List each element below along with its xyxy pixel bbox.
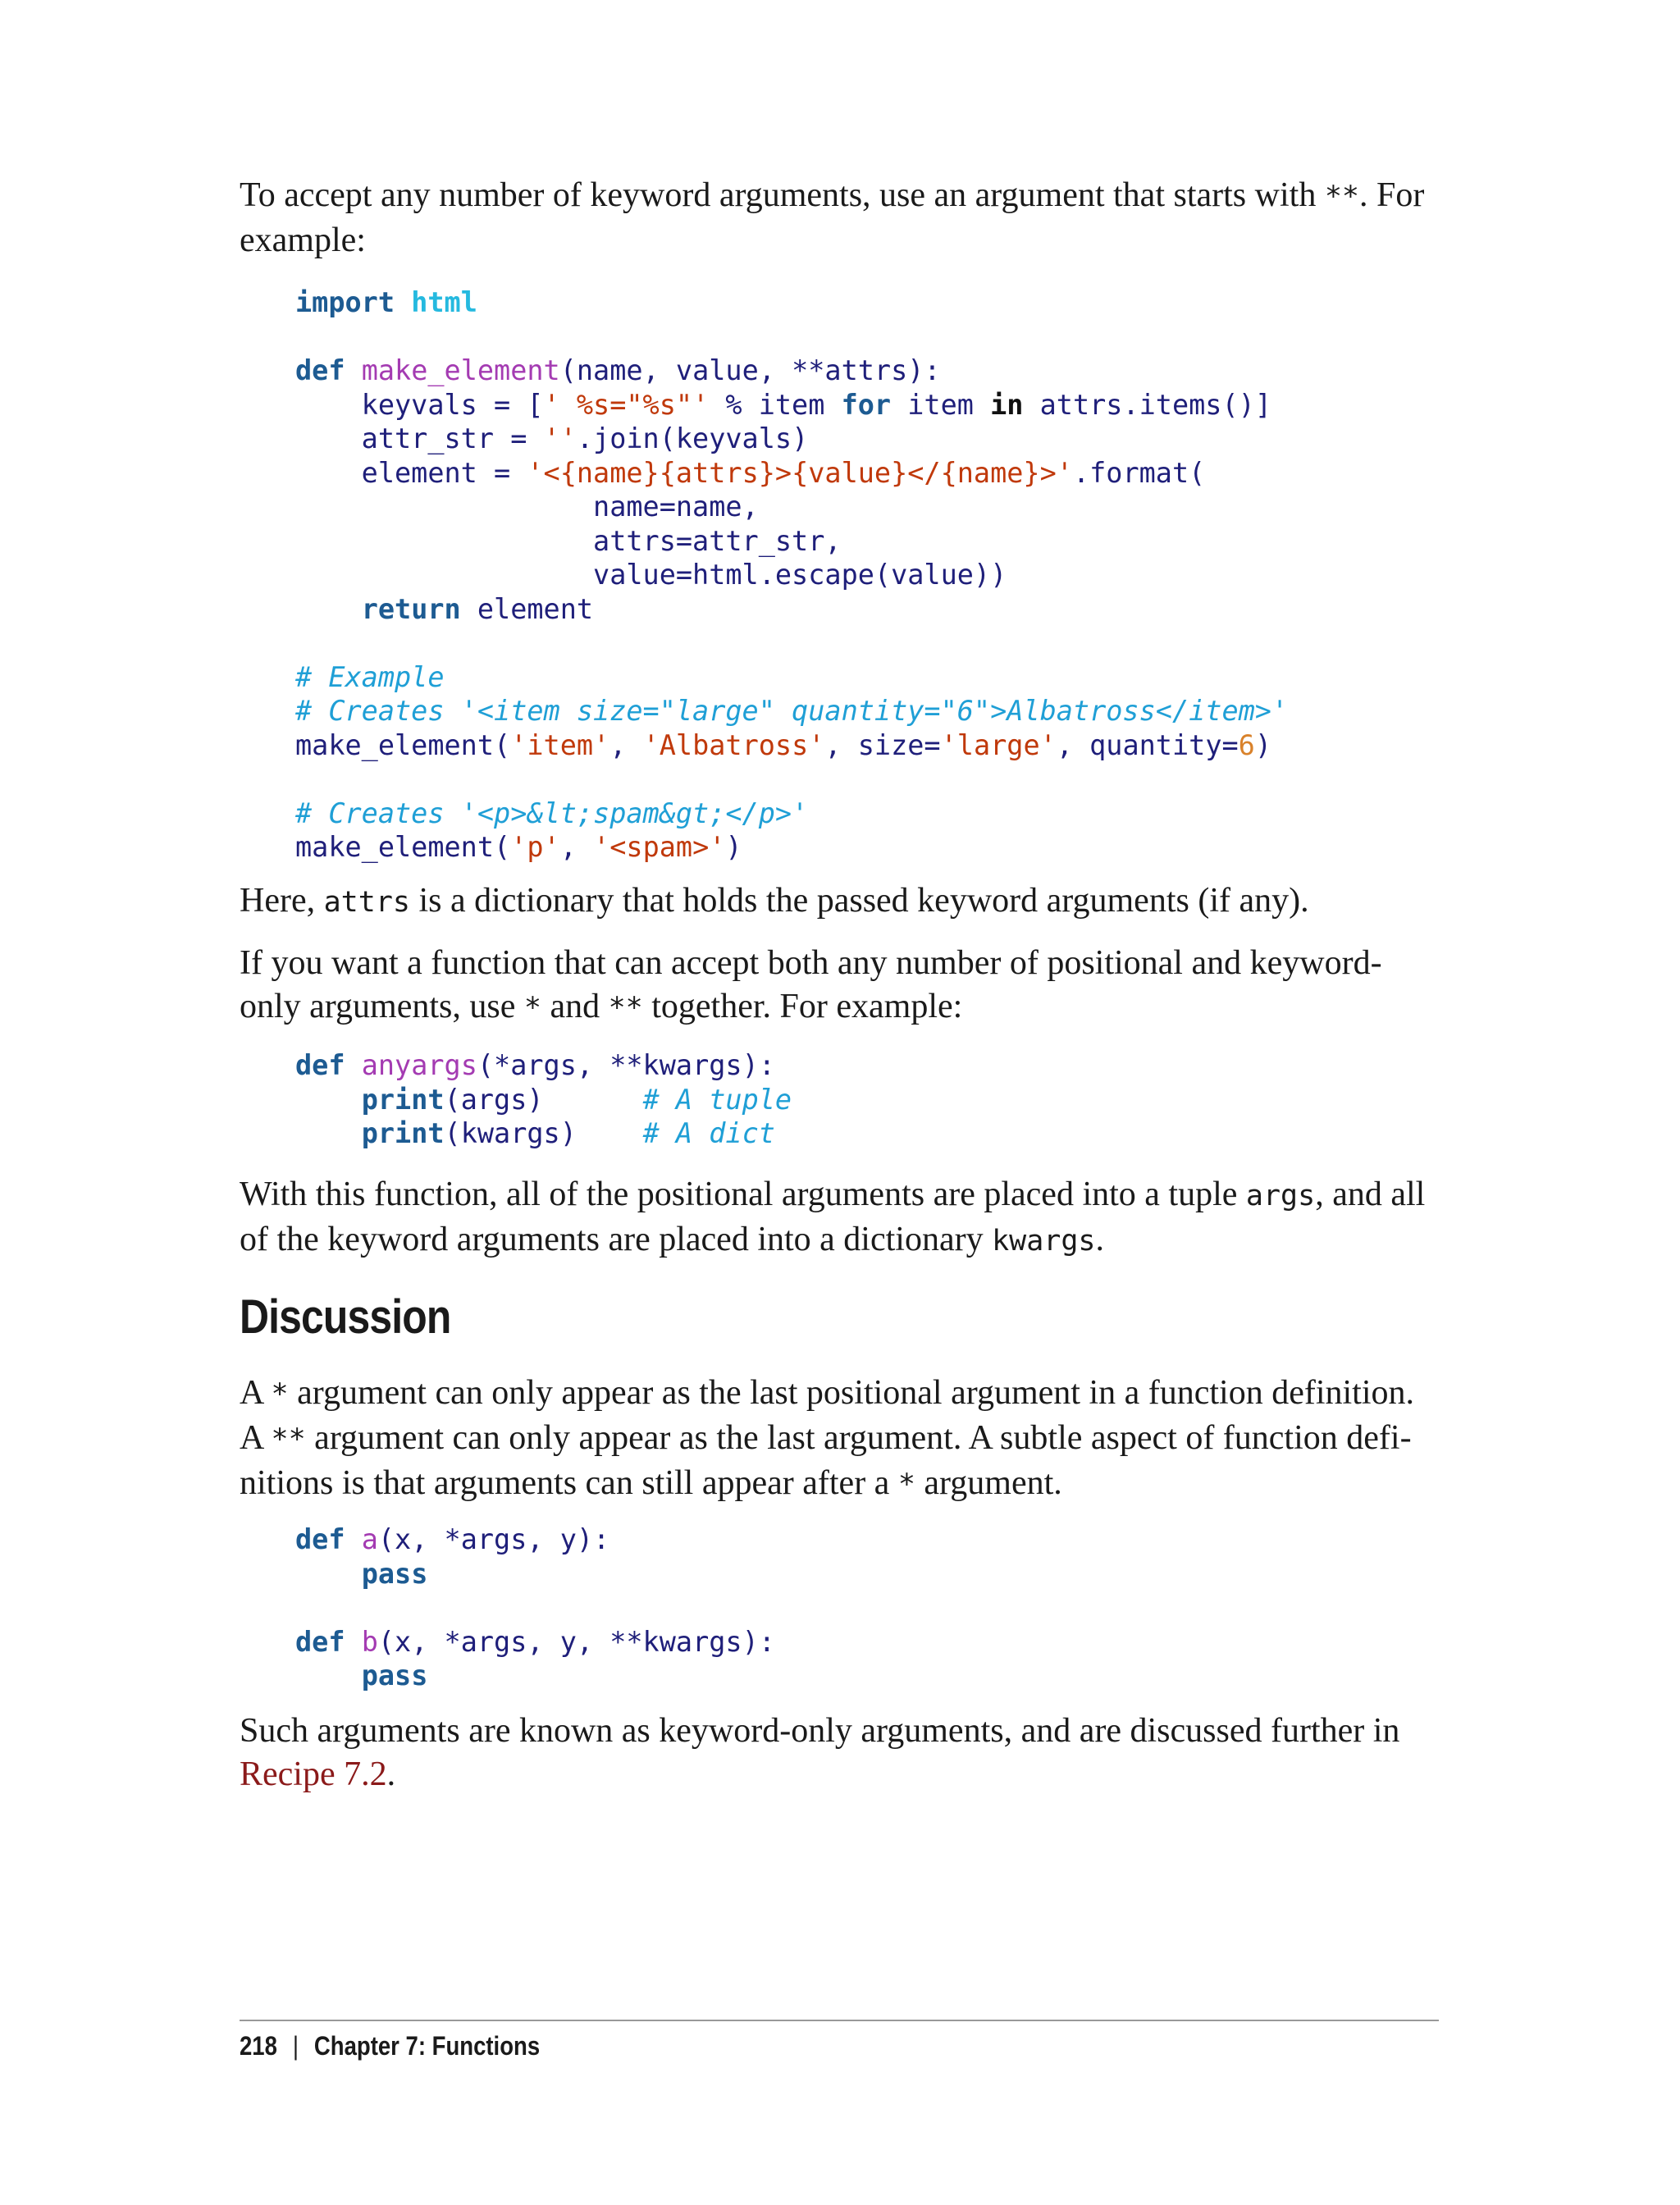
footer-separator: | (292, 2031, 299, 2061)
inline-code: * (897, 1468, 915, 1501)
paragraph-args-kwargs: With this function, all of the positional arguments are placed into a tuple args, and all of the keyword arguments are placed into a dictionary kwargs. (240, 1176, 1426, 1258)
inline-code: ** (608, 992, 643, 1025)
inline-code: kwargs (992, 1225, 1096, 1258)
code-block-keyword-only: def a(x, *args, y): pass def b(x, *args, y, **kwargs): pass (295, 1523, 775, 1691)
paragraph-both-args: If you want a function that can accept both any number of positional and keyword-only arguments, use * and ** together. For example: (240, 944, 1382, 1025)
inline-code: * (271, 1378, 289, 1411)
code-block-anyargs: def anyargs(*args, **kwargs): print(args) # A tuple print(kwargs) # A dict (295, 1049, 792, 1149)
paragraph-attrs-explanation: Here, attrs is a dictionary that holds the passed keyword arguments (if any). (240, 882, 1309, 920)
paragraph-kwargs-intro: To accept any number of keyword arguments, use an argument that starts with **. For example: (240, 176, 1425, 259)
footer-rule (240, 2020, 1439, 2021)
section-heading: Discussion (240, 1290, 451, 1344)
page-footer (240, 2031, 540, 2061)
inline-code: * (523, 992, 541, 1025)
paragraph-keyword-only: Such arguments are known as keyword-only arguments, and are discussed further in Recipe 7.2. (240, 1712, 1400, 1793)
recipe-link[interactable]: Recipe 7.2 (240, 1755, 387, 1793)
inline-code: args (1245, 1180, 1316, 1212)
page-number: 218 (240, 2031, 277, 2061)
paragraph-discussion: A * argument can only appear as the last positional argument in a function definition. A ** argument can only appear as the last argument. A subtle aspect of function definitions is that arguments can still appear after a * argument. (240, 1374, 1415, 1502)
inline-code: ** (1324, 180, 1359, 213)
inline-code: ** (271, 1423, 306, 1456)
code-block-make-element: import html def make_element(name, value, **attrs): keyvals = [' %s="%s"' % item for item in attrs.items()] attr_str = ''.join(keyvals) element = '<{name}{attrs}>{value}</{name}>'.format( name=name, attrs=attr_str, value=html.escape(value)) return element # Example # Creates '<item size="large" quantity="6">Albatross</item>' make_element('item', 'Albatross', size='large', quantity=6) # Creates '<p>&lt;spam&gt;</p>' make_element('p', '<spam>') (295, 286, 1289, 863)
chapter-title: Chapter 7: Functions (313, 2031, 541, 2061)
inline-code: attrs (323, 886, 410, 919)
